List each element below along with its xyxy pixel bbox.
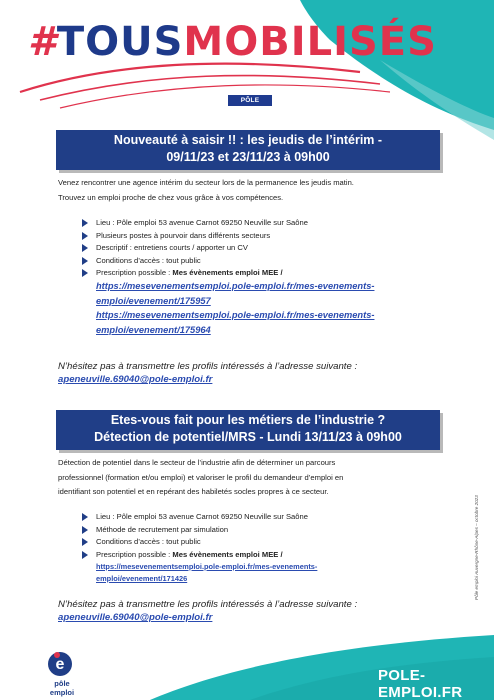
section1-title: Nouveauté à saisir !! : les jeudis de l’intérim - 09/11/23 et 23/11/23 à 09h00 xyxy=(56,130,440,170)
list-item: Prescription possible : Mes évènements emploi MEE / https://mesevenementsemploi.pole-emploi.fr/mes-evenements- emploi/evenement/175957 https://mesevenementsemploi.pole-emploi.fr/mes-evenements- emploi/evenement/175964 xyxy=(82,267,432,337)
list-item: Méthode de recrutement par simulation xyxy=(82,524,432,536)
bullet-arrow-icon xyxy=(82,219,88,227)
bullet-arrow-icon xyxy=(82,538,88,546)
list-item: Plusieurs postes à pourvoir dans différents secteurs xyxy=(82,230,432,242)
list-item: Descriptif : entretiens courts / apporter un CV xyxy=(82,242,432,254)
section2-list xyxy=(82,511,432,585)
section2-intro: Détection de potentiel dans le secteur de l’industrie afin de déterminer un parcours professionnel (formation et/ou emploi) et valoriser le profil du demandeur d’emploi en identifiant son potentiel et en repérant des habiletés socles propres à ce secteur. xyxy=(58,458,344,496)
bullet-arrow-icon xyxy=(82,551,88,559)
tousmobilises-logo: #TOUSMOBILISÉS xyxy=(28,19,437,65)
pole-emploi-badge: PÔLE EMPLOI xyxy=(228,95,272,106)
section1-email-link[interactable]: apeneuville.69040@pole-emploi.fr xyxy=(58,374,213,385)
bullet-arrow-icon xyxy=(82,244,88,252)
list-item: Prescription possible : Mes évènements emploi MEE / https://mesevenementsemploi.pole-emploi.fr/mes-evenements- emploi/evenement/171426 xyxy=(82,549,432,585)
bullet-arrow-icon xyxy=(82,269,88,277)
list-item: Lieu : Pôle emploi 53 avenue Carnot 69250 Neuville sur Saône xyxy=(82,511,432,523)
section2-email-link[interactable]: apeneuville.69040@pole-emploi.fr xyxy=(58,612,213,623)
event-link-175964[interactable]: https://mesevenementsemploi.pole-emploi.fr/mes-evenements- emploi/evenement/175964 xyxy=(96,310,375,335)
bullet-arrow-icon xyxy=(82,513,88,521)
section2-note: N’hésitez pas à transmettre les profils intéressés à l’adresse suivante : xyxy=(58,599,358,610)
list-item: Conditions d’accès : tout public xyxy=(82,255,432,267)
section1-intro: Venez rencontrer une agence intérim du secteur lors de la permanence les jeudis matin. Trouvez un emploi proche de chez vous grâce à vos compétences. xyxy=(58,178,354,202)
pole-emploi-logo: e pôle emploi xyxy=(42,652,78,692)
event-link-175957[interactable]: https://mesevenementsemploi.pole-emploi.fr/mes-evenements- emploi/evenement/175957 xyxy=(96,281,375,306)
list-item: Lieu : Pôle emploi 53 avenue Carnot 69250 Neuville sur Saône xyxy=(82,217,432,229)
list-item: Conditions d’accès : tout public xyxy=(82,536,432,548)
side-credit: Pôle emploi Auvergne-Rhône-Alpes – octobre 2023 xyxy=(474,495,479,600)
bullet-arrow-icon xyxy=(82,257,88,265)
bullet-arrow-icon xyxy=(82,526,88,534)
section1-note: N’hésitez pas à transmettre les profils intéressés à l’adresse suivante : xyxy=(58,361,358,372)
footer-brand: POLE-EMPLOI.FR xyxy=(378,667,463,700)
section2-title: Etes-vous fait pour les métiers de l’industrie ? Détection de potentiel/MRS - Lundi 13/11/23 à 09h00 xyxy=(56,410,440,450)
event-link-171426[interactable]: https://mesevenementsemploi.pole-emploi.fr/mes-evenements- emploi/evenement/171426 xyxy=(96,561,318,583)
section1-list xyxy=(82,217,432,338)
bullet-arrow-icon xyxy=(82,232,88,240)
